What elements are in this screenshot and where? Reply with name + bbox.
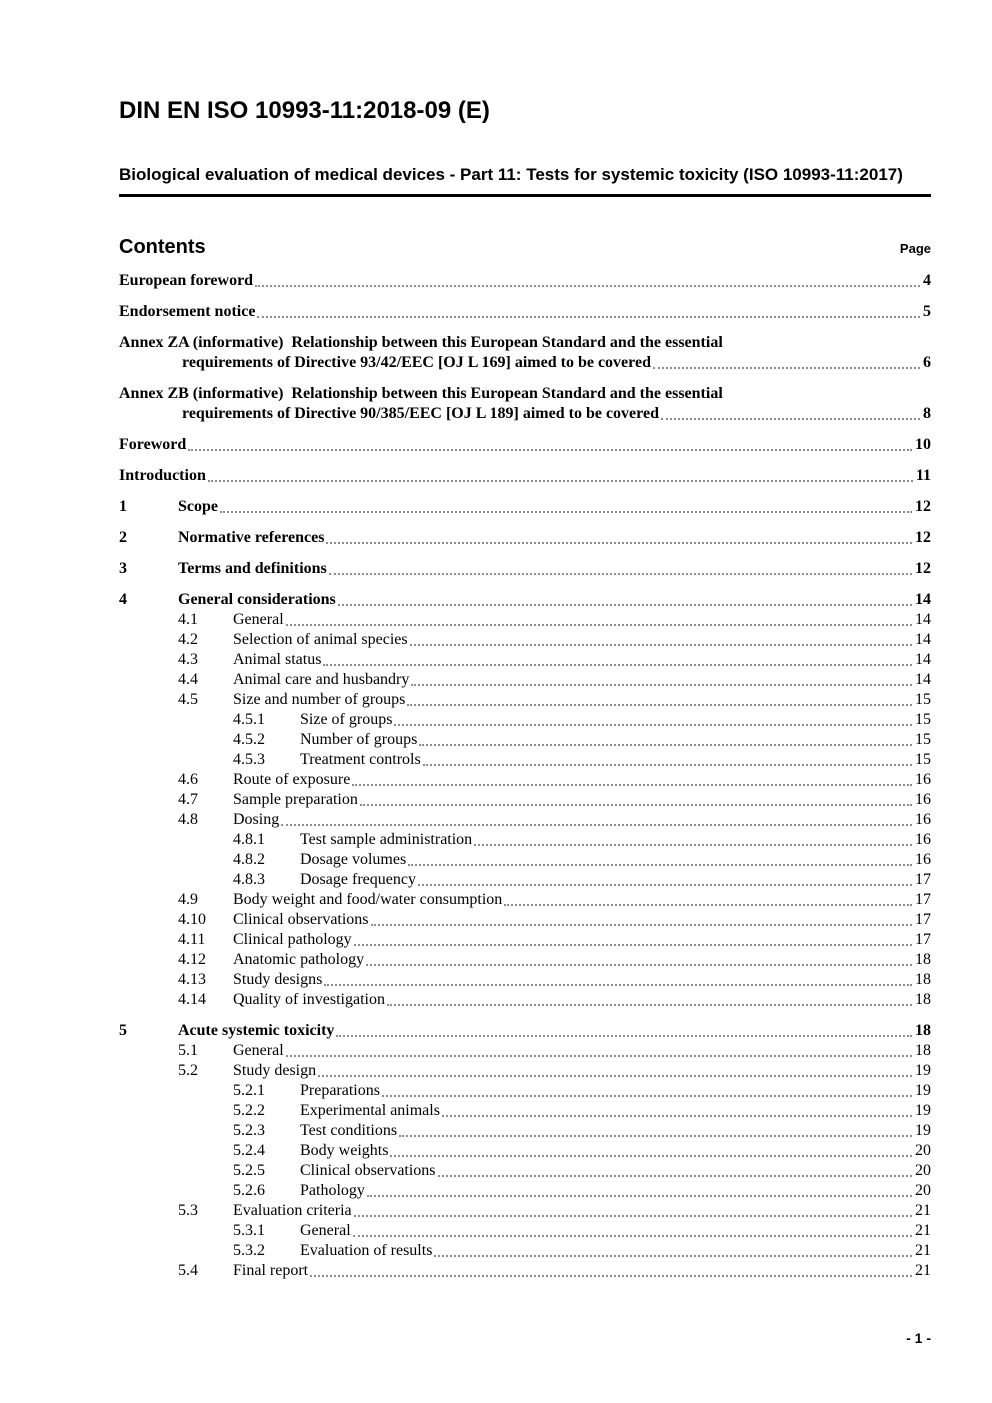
toc-entry-page: 16 [915,771,931,788]
toc-entry-page: 11 [915,467,931,484]
toc-entry[interactable] [119,1021,931,1041]
toc-leader [329,573,912,575]
toc-leader [367,1195,912,1197]
toc-entry-title: Introduction [119,467,206,484]
toc-entry-title: Quality of investigation [233,991,385,1008]
toc-leader [324,984,912,986]
doc-code-title: DIN EN ISO 10993-11:2018-09 (E) [119,97,490,124]
toc-entry-number: 4.8.3 [233,871,265,888]
toc-leader [382,1095,912,1097]
toc-entry[interactable] [119,870,931,890]
toc-entry-page: 18 [915,1022,931,1039]
toc-entry-title: General [233,611,284,628]
toc-entry-title: Final report [233,1262,309,1279]
toc-entry-number: 3 [119,560,127,577]
toc-entry-title: Clinical observations [233,911,369,928]
toc-leader [360,804,912,806]
toc-leader [411,684,912,686]
toc-entry[interactable] [119,730,931,750]
toc-entry[interactable] [119,850,931,870]
toc-entry-number: 5.1 [178,1042,198,1059]
toc-leader [504,904,912,906]
toc-leader [352,784,912,786]
toc-entry-number: 4.12 [178,951,206,968]
toc-entry[interactable] [119,790,931,810]
toc-list [119,271,931,1281]
toc-entry-page: 14 [915,651,931,668]
toc-entry-title: Size of groups [300,711,393,728]
toc-entry-page: 16 [915,791,931,808]
toc-leader [208,480,913,482]
toc-entry-page: 20 [915,1182,931,1199]
toc-leader [257,316,920,318]
toc-entry[interactable] [119,890,931,910]
toc-entry-number: 4.1 [178,611,198,628]
toc-entry[interactable] [119,630,931,650]
toc-entry-page: 17 [915,911,931,928]
toc-entry-title: Normative references [178,529,325,546]
toc-entry-number: 4.2 [178,631,198,648]
toc-leader [661,418,920,420]
toc-entry-number: 5.2.1 [233,1082,265,1099]
toc-leader [442,1115,912,1117]
toc-entry-page: 15 [915,691,931,708]
toc-entry-page: 14 [915,631,931,648]
toc-entry[interactable] [119,1061,931,1081]
toc-entry[interactable] [119,670,931,690]
toc-entry-title: Body weights [300,1142,389,1159]
toc-entry[interactable] [119,1041,931,1061]
toc-entry-page: 21 [915,1242,931,1259]
toc-entry-page: 15 [915,731,931,748]
toc-entry-page: 19 [915,1122,931,1139]
toc-entry-page: 10 [915,436,931,453]
toc-entry-number: 4 [119,591,127,608]
toc-entry-title: Clinical observations [300,1162,436,1179]
toc-entry-page: 20 [915,1142,931,1159]
toc-entry-title: Study design [233,1062,317,1079]
toc-leader [438,1175,912,1177]
toc-leader [281,824,912,826]
toc-entry[interactable] [119,690,931,710]
toc-entry-number: 5 [119,1022,127,1039]
toc-leader [323,664,912,666]
toc-entry-title: Test sample administration [300,831,473,848]
toc-entry-page: 16 [915,831,931,848]
toc-entry[interactable] [119,466,931,486]
toc-leader [387,1004,912,1006]
toc-entry-number: 5.3.2 [233,1242,265,1259]
toc-entry[interactable] [119,590,931,610]
toc-entry[interactable] [119,271,931,291]
toc-entry-title: Annex ZB (informative) Relationship between this European Standard and the essential [119,385,723,402]
toc-entry[interactable] [119,435,931,455]
toc-entry-page: 19 [915,1062,931,1079]
toc-entry-number: 4.5.3 [233,751,265,768]
toc-entry-page: 21 [915,1222,931,1239]
toc-leader [418,884,912,886]
toc-leader [474,844,912,846]
toc-entry-title: Scope [178,498,218,515]
toc-entry-title: Terms and definitions [178,560,327,577]
toc-entry-continuation[interactable] [119,353,931,373]
toc-entry-title: Anatomic pathology [233,951,365,968]
toc-leader [326,542,912,544]
toc-leader [390,1155,912,1157]
toc-entry[interactable] [119,950,931,970]
toc-entry[interactable] [119,1221,931,1241]
toc-entry-page: 19 [915,1102,931,1119]
toc-entry-number: 5.3 [178,1202,198,1219]
toc-entry[interactable] [119,1141,931,1161]
toc-leader [434,1255,912,1257]
toc-entry-number: 5.2 [178,1062,198,1079]
toc-entry-number: 4.5 [178,691,198,708]
toc-entry-title: Experimental animals [300,1102,440,1119]
toc-entry-number: 4.3 [178,651,198,668]
toc-entry[interactable] [119,930,931,950]
contents-heading: Contents [119,236,206,258]
toc-entry-number: 4.8 [178,811,198,828]
toc-entry[interactable] [119,302,931,322]
toc-entry-page: 12 [915,498,931,515]
toc-entry-title: Preparations [300,1082,380,1099]
toc-entry[interactable] [119,497,931,517]
toc-entry-page: 8 [923,405,931,422]
toc-leader [286,1055,912,1057]
toc-entry-title: Number of groups [300,731,418,748]
toc-entry-page: 21 [915,1202,931,1219]
toc-entry-number: 4.6 [178,771,198,788]
toc-entry-title: Size and number of groups [233,691,406,708]
toc-leader [394,724,912,726]
toc-entry-page: 17 [915,891,931,908]
toc-entry-number: 1 [119,498,127,515]
toc-entry[interactable] [119,970,931,990]
toc-entry-title: Dosing [233,811,280,828]
toc-entry[interactable] [119,990,931,1010]
toc-leader [188,449,912,451]
toc-leader [410,644,912,646]
toc-entry-number: 4.4 [178,671,198,688]
toc-entry-number: 4.5.1 [233,711,265,728]
toc-entry-title: Animal care and husbandry [233,671,410,688]
toc-leader [419,744,912,746]
toc-entry-title: Pathology [300,1182,365,1199]
toc-entry-page: 6 [923,354,931,371]
toc-entry-page: 18 [915,951,931,968]
toc-entry-title: General considerations [178,591,336,608]
toc-entry[interactable] [119,1181,931,1201]
toc-entry-number: 2 [119,529,127,546]
toc-entry-number: 5.4 [178,1262,198,1279]
toc-entry[interactable] [119,710,931,730]
toc-entry[interactable] [119,810,931,830]
toc-entry-page: 18 [915,991,931,1008]
page-column-label: Page [899,241,931,256]
toc-entry-title: Study designs [233,971,323,988]
toc-entry-title: Body weight and food/water consumption [233,891,503,908]
toc-entry[interactable] [119,1161,931,1181]
toc-entry-number: 4.5.2 [233,731,265,748]
toc-leader [220,511,912,513]
toc-entry-page: 18 [915,971,931,988]
toc-leader [338,604,912,606]
toc-leader [407,704,912,706]
toc-entry-number: 5.2.2 [233,1102,265,1119]
toc-entry-number: 5.3.1 [233,1222,265,1239]
toc-leader [399,1135,912,1137]
toc-entry-page: 12 [915,560,931,577]
footer-page-number: - 1 - [906,1330,931,1346]
toc-entry[interactable] [119,559,931,579]
toc-entry-title: Treatment controls [300,751,421,768]
toc-entry-title: requirements of Directive 93/42/EEC [OJ L 169] aimed to be covered [182,354,651,371]
toc-leader [371,924,912,926]
toc-leader [353,1235,912,1237]
toc-entry[interactable] [119,650,931,670]
toc-entry[interactable] [119,830,931,850]
toc-leader [653,367,920,369]
contents-bar [119,235,931,259]
toc-entry-title: Evaluation criteria [233,1202,352,1219]
toc-entry-title: General [233,1042,284,1059]
toc-entry[interactable] [119,610,931,630]
toc-entry-page: 16 [915,851,931,868]
toc-entry-title: European foreword [119,272,254,289]
toc-entry-page: 15 [915,751,931,768]
toc-leader [408,864,912,866]
toc-entry-number: 4.8.1 [233,831,265,848]
toc-entry[interactable] [119,1121,931,1141]
toc-entry-page: 14 [915,591,931,608]
toc-entry[interactable] [119,1101,931,1121]
toc-leader [354,944,912,946]
toc-entry-number: 5.2.6 [233,1182,265,1199]
toc-entry[interactable] [119,770,931,790]
toc-entry[interactable] [119,528,931,548]
toc-entry-number: 5.2.4 [233,1142,265,1159]
toc-entry-number: 5.2.3 [233,1122,265,1139]
toc-entry[interactable] [119,333,931,353]
toc-leader [336,1035,912,1037]
toc-entry-page: 17 [915,931,931,948]
toc-entry[interactable] [119,1241,931,1261]
toc-entry-page: 14 [915,671,931,688]
toc-entry-page: 5 [923,303,931,320]
toc-entry-page: 14 [915,611,931,628]
toc-entry-title: Acute systemic toxicity [178,1022,335,1039]
toc-entry-page: 21 [915,1262,931,1279]
doc-subtitle: Biological evaluation of medical devices - Part 11: Tests for systemic toxicity (ISO 10993-11:2017) [119,162,931,197]
toc-entry-page: 17 [915,871,931,888]
toc-entry-page: 16 [915,811,931,828]
toc-entry-page: 15 [915,711,931,728]
toc-entry[interactable] [119,1261,931,1281]
toc-entry-number: 4.10 [178,911,206,928]
toc-leader [286,624,912,626]
toc-entry[interactable] [119,910,931,930]
toc-entry[interactable] [119,1081,931,1101]
toc-entry-title: Annex ZA (informative) Relationship between this European Standard and the essential [119,334,723,351]
toc-entry-page: 18 [915,1042,931,1059]
toc-entry-title: Foreword [119,436,187,453]
toc-entry-number: 4.11 [178,931,206,948]
toc-entry[interactable] [119,1201,931,1221]
toc-entry-number: 4.8.2 [233,851,265,868]
toc-leader [423,764,912,766]
toc-entry-title: Clinical pathology [233,931,352,948]
toc-entry-title: Animal status [233,651,322,668]
toc-leader [318,1075,912,1077]
toc-entry-title: General [300,1222,351,1239]
toc-entry-continuation[interactable] [119,404,931,424]
toc-entry-title: requirements of Directive 90/385/EEC [OJ L 189] aimed to be covered [182,405,659,422]
toc-entry-title: Route of exposure [233,771,351,788]
toc-entry-title: Dosage volumes [300,851,407,868]
toc-entry[interactable] [119,384,931,404]
toc-entry-title: Test conditions [300,1122,398,1139]
toc-entry-page: 12 [915,529,931,546]
toc-entry[interactable] [119,750,931,770]
toc-leader [366,964,912,966]
toc-entry-page: 20 [915,1162,931,1179]
toc-leader [310,1275,912,1277]
toc-entry-page: 4 [923,272,931,289]
toc-leader [354,1215,912,1217]
toc-entry-title: Selection of animal species [233,631,408,648]
toc-entry-title: Evaluation of results [300,1242,433,1259]
toc-entry-title: Endorsement notice [119,303,256,320]
toc-entry-page: 19 [915,1082,931,1099]
toc-entry-number: 4.9 [178,891,198,908]
toc-entry-title: Sample preparation [233,791,358,808]
toc-leader [255,285,920,287]
toc-entry-title: Dosage frequency [300,871,416,888]
toc-entry-number: 4.13 [178,971,206,988]
toc-entry-number: 4.7 [178,791,198,808]
toc-entry-number: 4.14 [178,991,206,1008]
toc-entry-number: 5.2.5 [233,1162,265,1179]
